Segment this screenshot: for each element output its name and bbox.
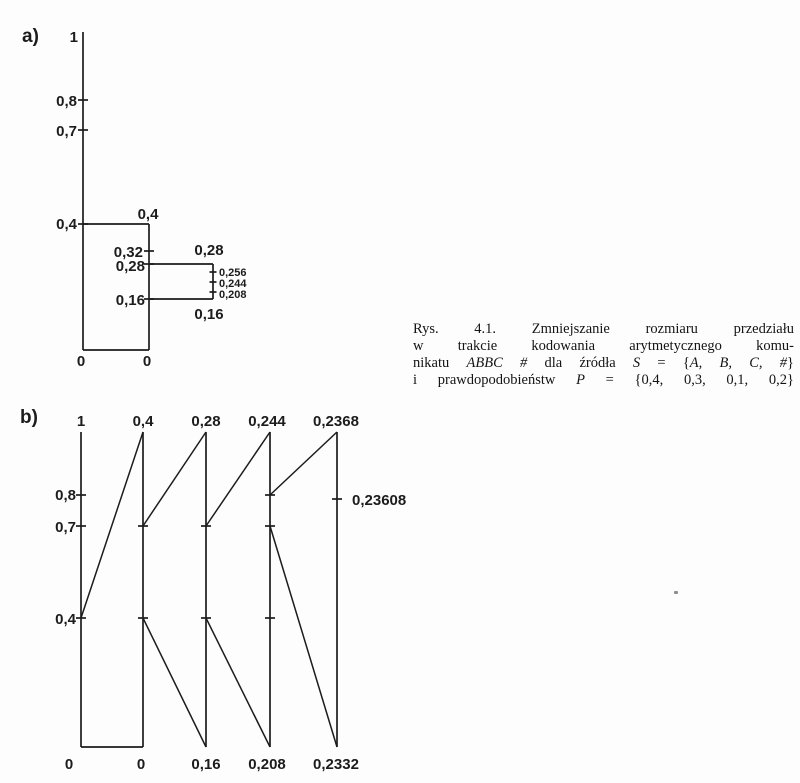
caption-line	[413, 372, 794, 389]
caption-text: Rys. 4.1. Zmniejszanie rozmiaru przedziału	[413, 321, 794, 337]
diagram-b-value-label: 0,7	[55, 519, 76, 536]
diagram-b-interval-mapping-diagonal	[143, 618, 206, 747]
diagram-b-value-label: 0	[64, 756, 74, 773]
diagram-a-value-label: 0	[142, 353, 152, 370]
diagram-a-value-label: 0	[76, 353, 86, 370]
diagram-a-value-label: 0,4	[137, 206, 159, 223]
diagram-b-value-label: 0,23608	[352, 492, 407, 509]
diagram-a-value-label: 0,256	[219, 267, 247, 279]
panel-label-b: b)	[20, 407, 38, 428]
diagram-a-value-label: 0,7	[56, 123, 77, 140]
diagram-b-value-label: 0,8	[55, 487, 76, 504]
caption-text: w trakcie kodowania arytmetycznego komu-	[413, 338, 794, 354]
diagram-a-value-label: 1	[69, 29, 78, 46]
diagram-b-value-label: 1	[76, 413, 86, 430]
diagram-b-interval-mapping-diagonal	[270, 432, 337, 495]
caption-math-text: S	[632, 355, 641, 371]
caption-text: = {0,4, 0,3, 0,1, 0,2}	[584, 372, 794, 388]
diagram-b-interval-mapping-diagonal	[206, 618, 270, 747]
caption-math-text: ABBC #	[466, 355, 528, 371]
caption-text: nikatu	[413, 355, 467, 371]
diagram-b-value-label: 0,16	[191, 756, 221, 773]
diagram-b-value-label: 0,2368	[313, 413, 359, 430]
caption-line	[413, 321, 794, 338]
caption-text: dla źródła	[527, 355, 633, 371]
diagram-a-value-label: 0,28	[115, 258, 145, 275]
diagram-a-value-label: 0,244	[219, 278, 247, 290]
diagram-b-value-label: 0,4	[55, 611, 76, 628]
diagram-b-interval-mapping-diagonal	[270, 526, 337, 747]
figure-caption	[413, 321, 794, 389]
scan-artifact-dot	[674, 591, 678, 594]
diagram-b-interval-mapping-diagonal	[143, 432, 206, 526]
diagram-b-value-label: 0,28	[191, 413, 221, 430]
diagram-a-value-label: 0,208	[219, 289, 247, 301]
diagram-a-value-label: 0,8	[56, 93, 77, 110]
diagram-b-interval-mapping-diagonal	[206, 432, 270, 526]
diagram-b-value-label: 0,2332	[313, 756, 359, 773]
diagram-b-value-label: 0	[136, 756, 146, 773]
diagram-b-value-label: 0,208	[248, 756, 286, 773]
caption-line	[413, 338, 794, 355]
diagram-a-value-label: 0,16	[194, 306, 224, 323]
caption-text: = {	[640, 355, 690, 371]
caption-text: }	[787, 355, 795, 371]
diagram-a-value-label: 0,32	[113, 244, 143, 261]
diagram-b-interval-mapping-diagonal	[81, 432, 143, 618]
diagram-b-value-label: 0,4	[132, 413, 154, 430]
caption-math-text: P	[576, 372, 585, 388]
panel-label-a: a)	[22, 26, 39, 47]
diagram-a-value-label: 0,28	[194, 242, 224, 259]
diagram-a-value-label: 0,16	[115, 292, 145, 309]
diagram-b-value-label: 0,244	[248, 413, 286, 430]
diagram-a-value-label: 0,4	[56, 216, 77, 233]
caption-text: i prawdopodobieństw	[413, 372, 577, 388]
caption-line	[413, 355, 794, 372]
caption-math-text: A, B, C, #	[689, 355, 788, 371]
